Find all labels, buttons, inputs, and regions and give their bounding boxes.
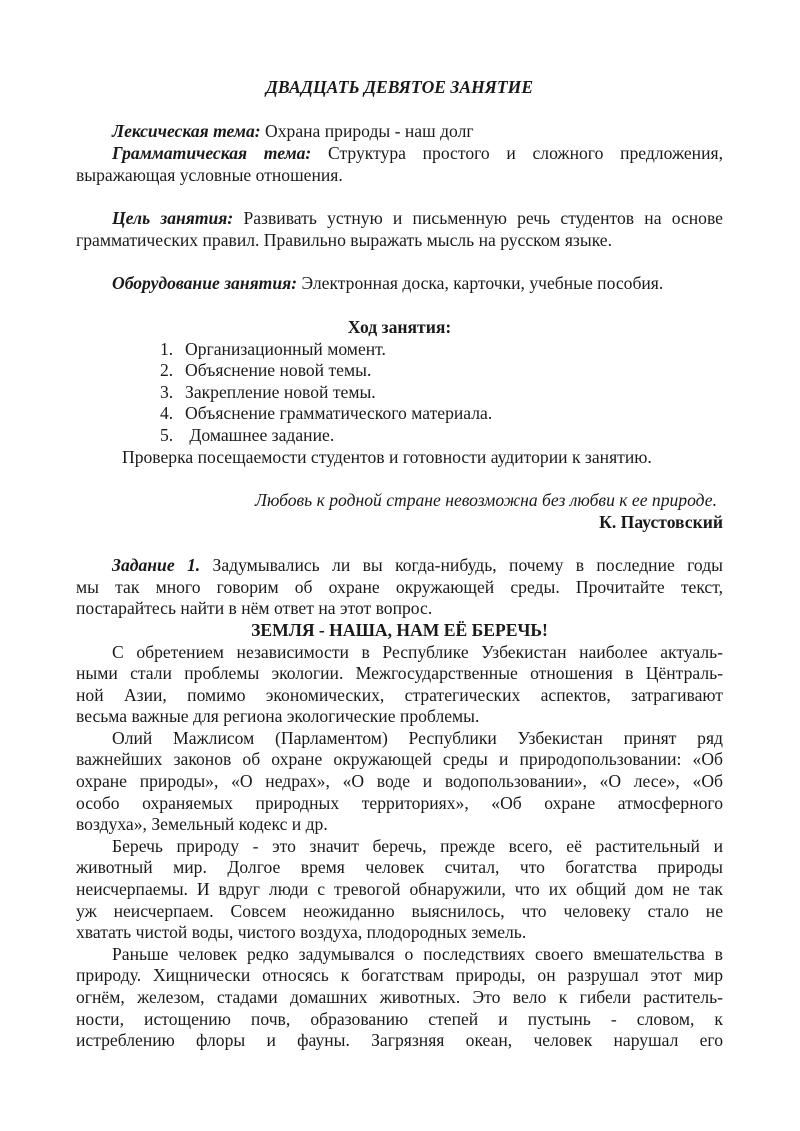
task-1-label: Задание 1. [112, 555, 201, 575]
reading-text-title: ЗЕМЛЯ - НАША, НАМ ЕЁ БЕРЕЧЬ! [251, 620, 548, 640]
plan-item: 4. Объяснение грамматического материала. [160, 403, 493, 423]
paragraph-line: воздуха», Земельный кодекс и др. [76, 814, 328, 834]
lesson-goal [76, 207, 723, 229]
lesson-equipment-text: Электронная доска, карточки, учебные пособия. [297, 273, 664, 293]
lexical-topic-text: Охрана природы - наш долг [260, 121, 474, 141]
plan-heading: Ход занятия: [347, 317, 452, 337]
plan-item: 1. Организационный момент. [160, 339, 386, 359]
paragraph-line: животный мир. Долгое время человек считал, что богатства природы [76, 857, 723, 877]
epigraph-quote: Любовь к родной стране невозможна без любви к ее природе. [255, 490, 717, 510]
plan-item: 5. Домашнее задание. [160, 425, 335, 445]
lexical-topic-label: Лексическая тема: [112, 121, 261, 141]
paragraph-line: охране природы», «О недрах», «О воде и водопользовании», «О лесе», «Об [76, 771, 723, 791]
grammar-topic-continued: выражающая условные отношения. [76, 165, 343, 185]
lesson-goal-text: Развивать устную и письменную речь студентов на основе [233, 208, 723, 228]
plan-item: 2. Объяснение новой темы. [160, 360, 372, 380]
paragraph-line: истреблению флоры и фауны. Загрязняя океан, человек нарушал его [76, 1030, 723, 1050]
paragraph-line: Беречь природу - это значит беречь, прежде всего, её растительный и [112, 836, 723, 856]
paragraph-line: ными стали проблемы экологии. Межгосударственные отношения в Цëнтраль- [76, 663, 723, 683]
plan-item: 3. Закрепление новой темы. [160, 382, 376, 402]
lesson-goal-label: Цель занятия: [112, 208, 234, 228]
grammar-topic-label: Грамматическая тема: [112, 143, 312, 163]
lesson-goal-continued: грамматических правил. Правильно выражать мысль на русском языке. [76, 230, 613, 250]
task-1-continued: постарайтесь найти в нём ответ на этот вопрос. [76, 598, 433, 618]
grammar-topic [76, 142, 723, 164]
task-1 [76, 554, 723, 576]
lesson-title: ДВАДЦАТЬ ДЕВЯТОЕ ЗАНЯТИЕ [265, 77, 534, 97]
lesson-equipment-label: Оборудование занятия: [112, 273, 298, 293]
paragraph-line: Олий Мажлисом (Парламентом) Республики Узбекистан принят ряд [112, 728, 723, 748]
paragraph-line: ности, истощению почв, образованию степей и пустынь - словом, к [76, 1009, 723, 1029]
paragraph-line: Раньше человек редко задумывался о последствиях своего вмешательства в [112, 944, 723, 964]
paragraph-line: важнейших законов об охране окружающей среды и природопользовании: «Об [76, 749, 723, 769]
paragraph-line: С обретением независимости в Республике Узбекистан наиболее актуаль- [112, 642, 723, 662]
paragraph-line: ной Азии, помимо экономических, стратегических аспектов, затрагивают [76, 685, 723, 705]
attendance-check: Проверка посещаемости студентов и готовности аудитории к занятию. [122, 447, 652, 467]
paragraph-line: огнём, железом, стадами домашних животных. Это вело к гибели раститель- [76, 987, 723, 1007]
paragraph-line: неисчерпаемы. И вдруг люди с тревогой обнаружили, что их общий дом не так [76, 879, 723, 899]
epigraph-author: К. Паустовский [599, 512, 723, 532]
paragraph-line: уж неисчерпаем. Совсем неожиданно выяснилось, что человеку стало не [76, 901, 723, 921]
lesson-equipment [76, 272, 723, 294]
task-1-continued: мы так много говорим об охране окружающей среды. Прочитайте текст, [76, 577, 723, 597]
paragraph-line: особо охраняемых природных территориях», «Об охране атмосферного [76, 793, 723, 813]
paragraph-line: природу. Хищнически относясь к богатствам природы, он разрушал этот мир [76, 965, 723, 985]
task-1-text: Задумывались ли вы когда-нибудь, почему в последние годы [200, 555, 723, 575]
lexical-topic [76, 120, 723, 142]
paragraph-line: хватать чистой воды, чистого воздуха, плодородных земель. [76, 922, 527, 942]
paragraph-line: весьма важные для региона экологические проблемы. [76, 706, 480, 726]
grammar-topic-text: Структура простого и сложного предложения, [311, 143, 724, 163]
